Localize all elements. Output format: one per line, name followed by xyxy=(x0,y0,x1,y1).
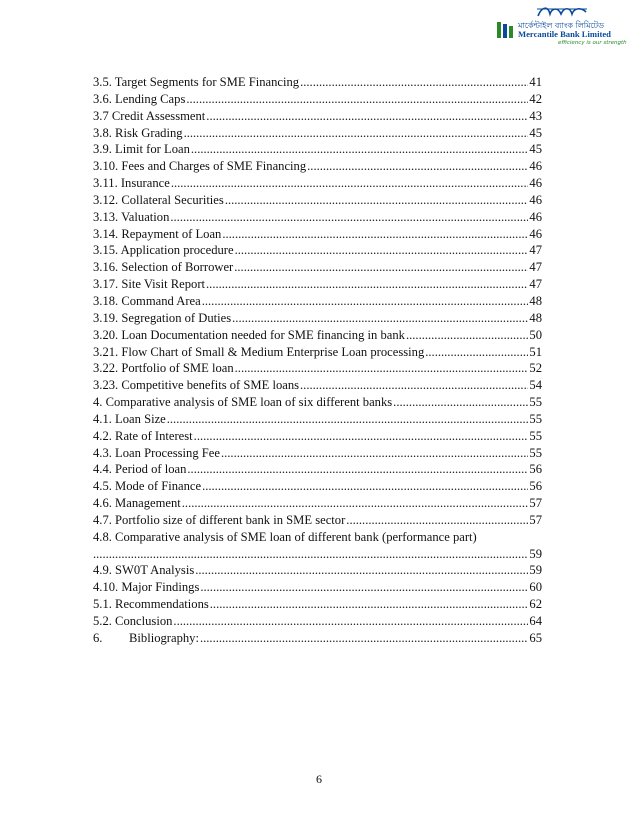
toc-entry-page: 45 xyxy=(529,142,542,157)
toc-entry[interactable] xyxy=(93,428,542,445)
toc-entry-page: 43 xyxy=(529,108,542,123)
toc-entry-title: 3.10. Fees and Charges of SME Financing xyxy=(93,159,307,174)
toc-entry-page: 50 xyxy=(529,327,542,342)
toc-entry-title: 3.8. Risk Grading xyxy=(93,125,183,140)
toc-entry-page: 56 xyxy=(529,479,542,494)
toc-entry-title: 3.21. Flow Chart of Small & Medium Enterprise Loan processing xyxy=(93,344,425,359)
toc-leader-dots xyxy=(406,327,528,344)
toc-entry-page: 48 xyxy=(529,293,542,308)
toc-entry[interactable] xyxy=(93,596,542,613)
toc-entry-page: 57 xyxy=(529,496,542,511)
toc-leader-dots xyxy=(425,344,528,361)
toc-leader-dots xyxy=(202,478,528,495)
toc-leader-dots xyxy=(184,125,529,142)
toc-entry[interactable] xyxy=(93,293,542,310)
toc-entry[interactable] xyxy=(93,125,542,142)
toc-entry-title xyxy=(93,630,199,647)
toc-entry[interactable] xyxy=(93,478,542,495)
toc-entry-page: 57 xyxy=(529,512,542,527)
toc-entry[interactable] xyxy=(93,344,542,361)
toc-entry[interactable] xyxy=(93,579,542,596)
toc-entry-page: 55 xyxy=(529,395,542,410)
bank-tagline: efficiency is our strength xyxy=(558,40,627,46)
toc-entry-title: 3.6. Lending Caps xyxy=(93,91,186,106)
toc-entry-title: 3.16. Selection of Borrower xyxy=(93,260,234,275)
bank-name: Mercantile Bank Limited xyxy=(518,29,611,39)
toc-entry-title: 3.19. Segregation of Duties xyxy=(93,310,232,325)
toc-leader-dots xyxy=(170,209,528,226)
toc-entry-page: 45 xyxy=(529,125,542,140)
toc-entry-title: 3.23. Competitive benefits of SME loans xyxy=(93,378,300,393)
toc-entry[interactable] xyxy=(93,91,542,108)
toc-entry-page: 47 xyxy=(529,277,542,292)
toc-leader-dots xyxy=(206,276,528,293)
toc-entry-title: 3.5. Target Segments for SME Financing xyxy=(93,75,300,89)
toc-entry[interactable] xyxy=(93,141,542,158)
toc-entry-title: 4.4. Period of loan xyxy=(93,462,187,477)
toc-entry-title: 4.9. SW0T Analysis xyxy=(93,563,195,578)
toc-entry-page: 46 xyxy=(529,226,542,241)
toc-entry-title[interactable]: 4.8. Comparative analysis of SME loan of different bank (performance part) xyxy=(93,529,477,544)
toc-entry-number: 6. xyxy=(93,630,103,645)
toc-leader-dots xyxy=(167,411,529,428)
toc-entry-page: 64 xyxy=(529,614,542,628)
toc-entry[interactable] xyxy=(93,461,542,478)
toc-entry[interactable] xyxy=(93,158,542,175)
toc-entry-title: 3.11. Insurance xyxy=(93,176,170,191)
toc-entry-page: 55 xyxy=(529,411,542,426)
logo-emblem-icon xyxy=(496,20,514,40)
toc-entry-title: 5.1. Recommendations xyxy=(93,597,209,612)
toc-leader-dots xyxy=(221,445,528,462)
toc-leader-dots xyxy=(300,377,528,394)
toc-entry[interactable] xyxy=(93,175,542,192)
toc-leader-dots xyxy=(393,394,528,411)
toc-entry[interactable] xyxy=(93,546,542,563)
bank-name-bangla: মার্কেন্টাইল ব্যাংক লিমিটেড xyxy=(518,21,604,30)
toc-entry-title: 4.5. Mode of Finance xyxy=(93,479,202,494)
table-of-contents xyxy=(93,74,542,647)
toc-entry-page: 47 xyxy=(529,243,542,258)
toc-leader-dots xyxy=(235,360,529,377)
toc-entry[interactable] xyxy=(93,495,542,512)
toc-entry-page: 47 xyxy=(529,260,542,275)
toc-leader-dots xyxy=(186,91,528,108)
toc-entry-title: 4.1. Loan Size xyxy=(93,411,166,426)
toc-entry-page: 55 xyxy=(529,428,542,443)
page-number: 6 xyxy=(316,772,322,786)
toc-entry[interactable] xyxy=(93,242,542,259)
toc-entry[interactable] xyxy=(93,226,542,243)
toc-entry[interactable] xyxy=(93,259,542,276)
toc-entry-title: 4. Comparative analysis of SME loan of six different banks xyxy=(93,395,393,410)
toc-entry[interactable] xyxy=(93,411,542,428)
toc-leader-dots xyxy=(200,630,528,647)
toc-entry-page: 42 xyxy=(529,91,542,106)
toc-entry-page: 41 xyxy=(529,75,542,89)
toc-entry-title: 3.18. Command Area xyxy=(93,293,201,308)
toc-entry-page: 46 xyxy=(529,176,542,191)
toc-leader-dots xyxy=(187,461,528,478)
toc-entry-page: 56 xyxy=(529,462,542,477)
toc-entry-page: 62 xyxy=(529,597,542,612)
toc-entry[interactable] xyxy=(93,562,542,579)
toc-entry-title: 4.6. Management xyxy=(93,496,181,511)
logo-script-mark xyxy=(534,4,590,20)
toc-leader-dots xyxy=(182,495,529,512)
toc-leader-dots xyxy=(171,175,529,192)
toc-leader-dots xyxy=(195,562,528,579)
toc-entry-page: 59 xyxy=(529,546,542,561)
toc-entry-page: 46 xyxy=(529,209,542,224)
toc-leader-dots xyxy=(232,310,528,327)
toc-entry[interactable] xyxy=(93,192,542,209)
toc-entry-title: 3.7 Credit Assessment xyxy=(93,108,206,123)
toc-leader-dots xyxy=(191,141,529,158)
toc-leader-dots xyxy=(300,74,528,91)
toc-entry[interactable] xyxy=(93,74,542,91)
toc-entry-title: 3.14. Repayment of Loan xyxy=(93,226,222,241)
toc-entry-title: 5.2. Conclusion xyxy=(93,614,173,628)
toc-entry-page: 60 xyxy=(529,580,542,595)
bank-logo xyxy=(496,4,628,50)
toc-entry-title: 4.10. Major Findings xyxy=(93,580,200,595)
toc-entry-page: 65 xyxy=(529,630,542,645)
toc-entry-page: 51 xyxy=(529,344,542,359)
toc-entry-title: 4.2. Rate of Interest xyxy=(93,428,193,443)
toc-entry[interactable] xyxy=(93,360,542,377)
toc-entry[interactable] xyxy=(93,209,542,226)
toc-entry[interactable] xyxy=(93,512,542,529)
toc-entry-title: 4.7. Portfolio size of different bank in SME sector xyxy=(93,512,346,527)
toc-leader-dots xyxy=(206,108,528,125)
toc-entry[interactable] xyxy=(93,310,542,327)
toc-leader-dots xyxy=(225,192,529,209)
toc-leader-dots xyxy=(222,226,528,243)
toc-leader-dots xyxy=(307,158,528,175)
toc-leader-dots xyxy=(202,293,529,310)
toc-entry[interactable] xyxy=(93,613,542,630)
toc-entry-page: 46 xyxy=(529,192,542,207)
toc-entry[interactable] xyxy=(93,276,542,293)
toc-leader-dots xyxy=(235,242,529,259)
toc-entry-title: 3.22. Portfolio of SME loan xyxy=(93,361,234,376)
toc-leader-dots xyxy=(194,428,529,445)
toc-leader-dots xyxy=(210,596,529,613)
toc-entry-label: Bibliography: xyxy=(129,630,199,645)
toc-entry[interactable] xyxy=(93,108,542,125)
toc-entry-title: 3.17. Site Visit Report xyxy=(93,277,206,292)
toc-leader-dots xyxy=(234,259,528,276)
toc-entry-title: 4.3. Loan Processing Fee xyxy=(93,445,220,460)
toc-entry-title: 3.15. Application procedure xyxy=(93,243,234,258)
toc-entry-page: 46 xyxy=(529,159,542,174)
toc-entry-title: 3.13. Valuation xyxy=(93,209,170,224)
toc-entry-title: 3.20. Loan Documentation needed for SME financing in bank xyxy=(93,327,405,342)
toc-entry-page: 55 xyxy=(529,445,542,460)
toc-entry-page: 54 xyxy=(529,378,542,393)
toc-entry-title: 3.12. Collateral Securities xyxy=(93,192,224,207)
toc-entry-title: 3.9. Limit for Loan xyxy=(93,142,190,157)
toc-entry-page: 52 xyxy=(529,361,542,376)
toc-entry[interactable] xyxy=(93,445,542,462)
toc-entry-page: 48 xyxy=(529,310,542,325)
toc-leader-dots xyxy=(173,613,528,630)
toc-entry[interactable] xyxy=(93,377,542,394)
toc-entry-page: 59 xyxy=(529,563,542,578)
toc-entry[interactable] xyxy=(93,327,542,344)
toc-leader-dots xyxy=(200,579,528,596)
toc-entry[interactable] xyxy=(93,394,542,411)
toc-leader-dots xyxy=(346,512,528,529)
toc-entry[interactable] xyxy=(93,630,542,647)
toc-leader-dots xyxy=(93,546,528,563)
